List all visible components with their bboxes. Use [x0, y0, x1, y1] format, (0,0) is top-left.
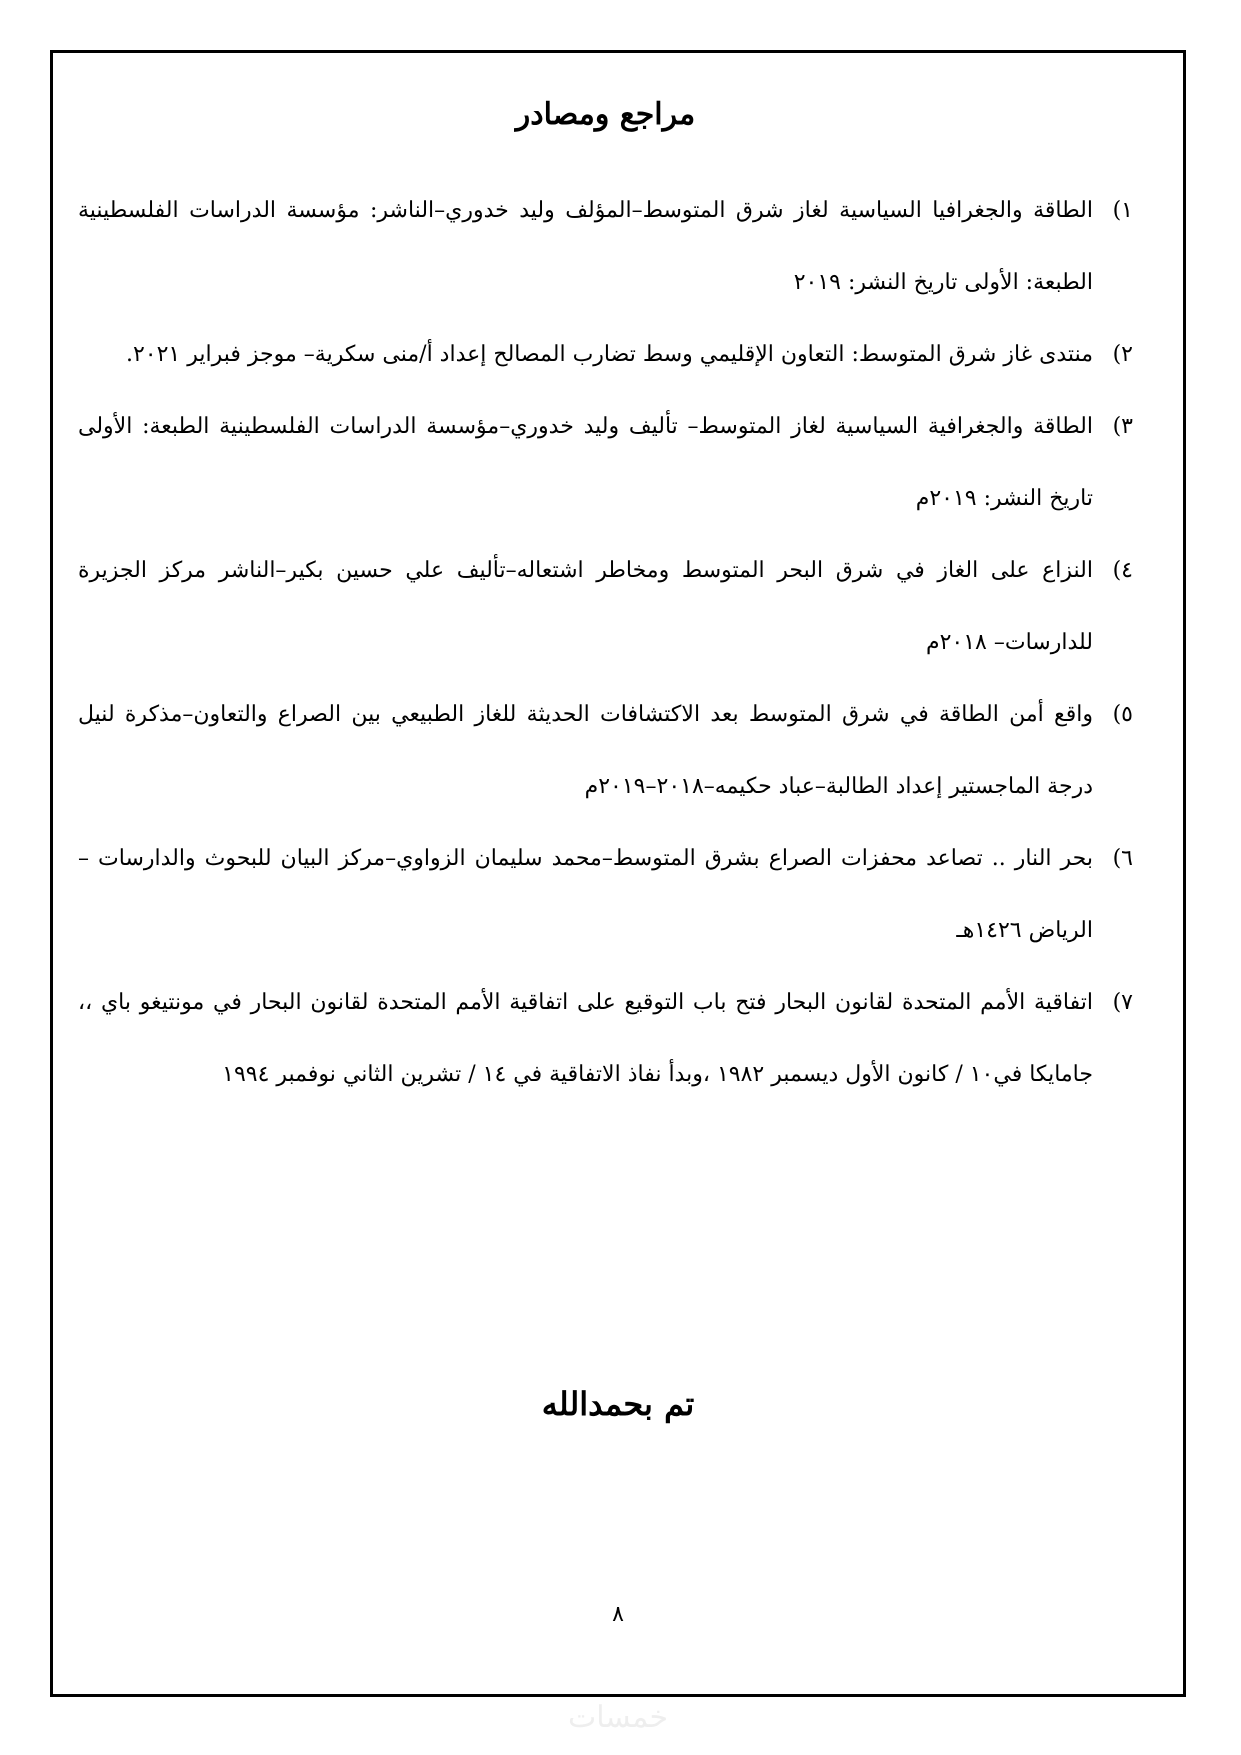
reference-text: منتدى غاز شرق المتوسط: التعاون الإقليمي وسط تضارب المصالح إعداد أ/منى سكرية– موجز فبراير ٢٠٢١. [125, 342, 1093, 367]
reference-text: اتفاقية الأمم المتحدة لقانون البحار فتح باب التوقيع على اتفاقية الأمم المتحدة لقانون البحار في مونتيغو باي ،، جامايكا في١٠ / كانون الأول ديسمبر ١٩٨٢ ،وبدأ نفاذ الاتفاقية في ١٤ / تشرين الثاني نوفمبر ١٩٩٤ [78, 990, 1093, 1087]
reference-text: الطاقة والجغرافيا السياسية لغاز شرق المتوسط–المؤلف وليد خدوري–الناشر: مؤسسة الدراسات الفلسطينية الطبعة: الأولى تاريخ النشر: ٢٠١٩ [78, 198, 1093, 295]
reference-number: ٤) [1112, 558, 1133, 583]
reference-number: ٧) [1112, 990, 1133, 1015]
reference-number: ٥) [1112, 702, 1133, 727]
reference-item [78, 679, 1133, 823]
references-section [78, 95, 1133, 1111]
page-title: مراجع ومصادر [515, 97, 696, 132]
reference-text: بحر النار .. تصاعد محفزات الصراع بشرق المتوسط–محمد سليمان الزواوي–مركز البيان للبحوث والدارسات – الرياض ١٤٢٦هـ [78, 846, 1093, 943]
page-number: ٨ [612, 1602, 624, 1627]
reference-text: واقع أمن الطاقة في شرق المتوسط بعد الاكتشافات الحديثة للغاز الطبيعي بين الصراع والتعاون–مذكرة لنيل درجة الماجستير إعداد الطالبة–عباد حكيمه–٢٠١٨–٢٠١٩م [78, 702, 1093, 799]
watermark: خمسات [567, 1700, 669, 1735]
reference-item [78, 391, 1133, 535]
reference-text: الطاقة والجغرافية السياسية لغاز المتوسط– تأليف وليد خدوري–مؤسسة الدراسات الفلسطينية الطبعة: الأولى تاريخ النشر: ٢٠١٩م [78, 414, 1093, 511]
reference-number: ١) [1112, 198, 1133, 223]
reference-number: ٦) [1112, 846, 1133, 871]
reference-number: ٢) [1112, 342, 1133, 367]
reference-item [78, 823, 1133, 967]
reference-number: ٣) [1112, 414, 1133, 439]
reference-text: النزاع على الغاز في شرق البحر المتوسط ومخاطر اشتعاله–تأليف علي حسين بكير–الناشر مركز الجزيرة للدارسات– ٢٠١٨م [78, 558, 1093, 655]
reference-item [78, 175, 1133, 319]
reference-item [78, 535, 1133, 679]
reference-item [78, 967, 1133, 1111]
reference-item [78, 319, 1133, 391]
closing-text: تم بحمدالله [541, 1385, 695, 1423]
